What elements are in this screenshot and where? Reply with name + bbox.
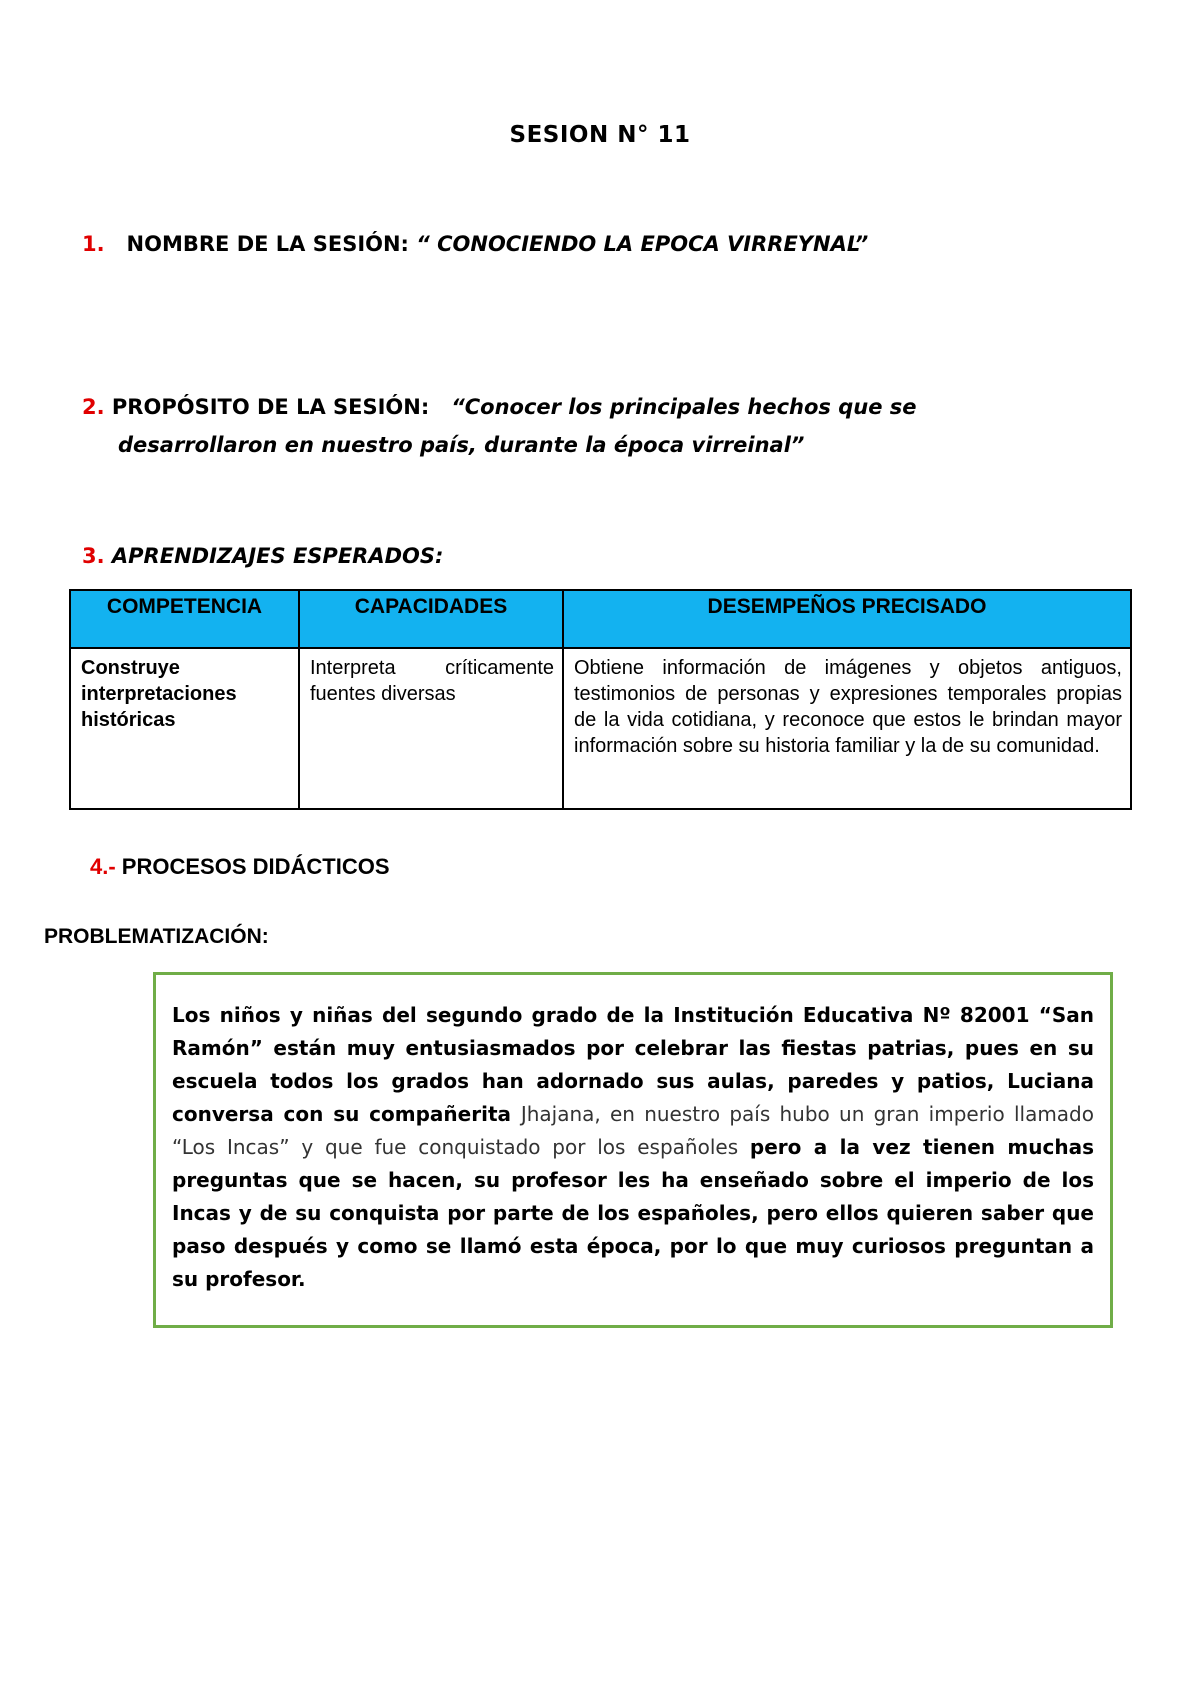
cell-competencia: Construye interpretaciones históricas bbox=[70, 648, 299, 809]
section-4-processes bbox=[90, 854, 390, 880]
section-2-value-line1: “Conocer los principales hechos que se bbox=[451, 395, 917, 419]
cell-desempenos: Obtiene información de imágenes y objetos antiguos, testimonios de personas y expresiones temporales propias de la vida cotidiana, y reconoce que estos le brindan mayor información sobre su historia familiar y la de su comunidad. bbox=[563, 648, 1131, 809]
section-1-number: 1. bbox=[82, 232, 105, 256]
learning-table bbox=[69, 589, 1132, 810]
table-header-row bbox=[70, 590, 1131, 648]
problematizacion-box bbox=[153, 972, 1113, 1328]
header-desempenos: DESEMPEÑOS PRECISADO bbox=[563, 590, 1131, 648]
section-2-number: 2. bbox=[82, 395, 105, 419]
section-2-label: PROPÓSITO DE LA SESIÓN: bbox=[111, 395, 430, 419]
section-4-number: 4.- bbox=[90, 854, 116, 879]
problematizacion-heading: PROBLEMATIZACIÓN: bbox=[44, 925, 269, 948]
section-3-number: 3. bbox=[82, 544, 105, 568]
table-row bbox=[70, 648, 1131, 809]
header-competencia: COMPETENCIA bbox=[70, 590, 299, 648]
section-1-label: NOMBRE DE LA SESIÓN: bbox=[126, 232, 417, 256]
section-1-value: “ CONOCIENDO LA EPOCA VIRREYNAL” bbox=[416, 232, 869, 256]
section-3-label: APRENDIZAJES ESPERADOS: bbox=[111, 544, 444, 568]
cell-capacidades: Interpreta críticamente fuentes diversas bbox=[299, 648, 563, 809]
problematizacion-text-part1: Los niños y niñas del segundo grado de la Institución Educativa Nº 82001 “San Ramón” están muy entusiasmados por celebrar las fiestas patrias, pues en su escuela todos los grados han adornado sus aulas, paredes y patios, Luciana conversa con su compañerita bbox=[172, 1003, 1094, 1126]
problematizacion-text-part2: Jhajana, en nuestro país hubo un gran imperio llamado “Los Incas” y que fue conquistado por los españoles bbox=[172, 1102, 1094, 1159]
section-2-purpose bbox=[82, 388, 916, 464]
page-title: SESION N° 11 bbox=[509, 122, 691, 148]
header-capacidades: CAPACIDADES bbox=[299, 590, 563, 648]
problematizacion-text-part3: pero a la vez tienen muchas preguntas que se hacen, su profesor les ha enseñado sobre el imperio de los Incas y de su conquista por parte de los españoles, pero ellos quieren saber que paso después y como se llamó esta época, por lo que muy curiosos preguntan a su profesor. bbox=[172, 1135, 1094, 1291]
section-3-learning bbox=[82, 544, 443, 568]
problematizacion-text bbox=[172, 999, 1094, 1296]
section-4-label: PROCESOS DIDÁCTICOS bbox=[115, 854, 390, 879]
section-1-session-name bbox=[82, 232, 868, 256]
section-2-value-line2: desarrollaron en nuestro país, durante la época virreinal” bbox=[118, 433, 805, 457]
